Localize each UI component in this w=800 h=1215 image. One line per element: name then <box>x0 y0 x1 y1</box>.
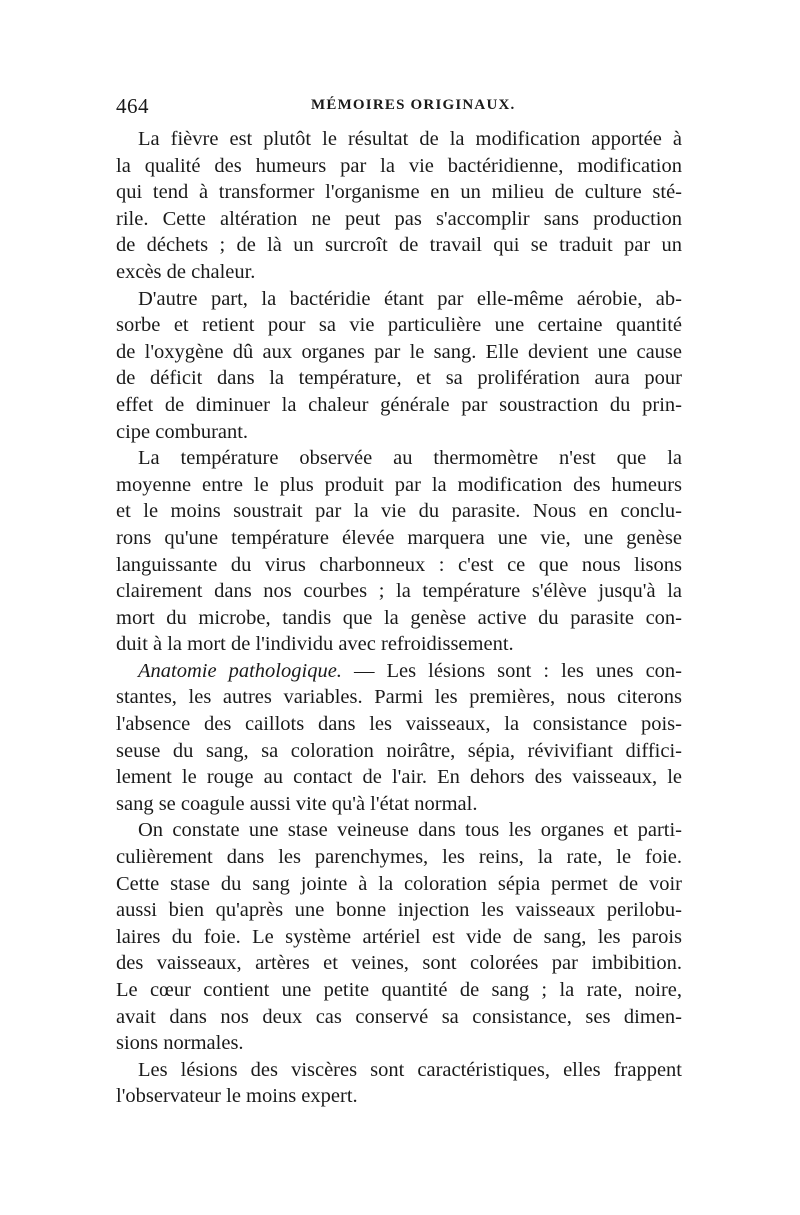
body-text <box>116 126 682 1110</box>
text-fragment: — Les lésions sont : les unes con- <box>353 659 682 682</box>
text-line: Cette stase du sang jointe à la coloration sépia permet de voir <box>116 872 682 895</box>
text-line: aussi bien qu'après une bonne injection les vaisseaux perilobu- <box>116 899 682 922</box>
text-line: Les lésions des viscères sont caractéristiques, elles frappent <box>138 1058 682 1081</box>
text-line: La fièvre est plutôt le résultat de la modification apportée à <box>138 128 682 150</box>
text-line: laires du foie. Le système artériel est vide de sang, les parois <box>116 925 682 948</box>
text-line: l'observateur le moins expert. <box>116 1085 358 1108</box>
text-line: moyenne entre le plus produit par la modification des humeurs <box>116 473 682 496</box>
text-line: des vaisseaux, artères et veines, sont colorées par imbibition. <box>116 952 682 975</box>
text-line: avait dans nos deux cas conservé sa consistance, ses dimen- <box>116 1005 682 1028</box>
text-line: de déficit dans la température, et sa prolifération aura pour <box>116 367 682 390</box>
text-line: Le cœur contient une petite quantité de sang ; la rate, noire, <box>116 979 682 1001</box>
text-line: sions normales. <box>116 1032 244 1055</box>
text-line: qui tend à transformer l'organisme en un milieu de culture sté- <box>116 181 682 204</box>
section-heading: Anatomie pathologique. <box>138 659 342 682</box>
text-line: l'absence des caillots dans les vaisseaux, la consistance pois- <box>116 713 682 736</box>
text-line: clairement dans nos courbes ; la température s'élève jusqu'à la <box>116 580 682 603</box>
text-line: culièrement dans les parenchymes, les reins, la rate, le foie. <box>116 846 682 869</box>
text-line: effet de diminuer la chaleur générale par soustraction du prin- <box>116 393 682 416</box>
text-line: sorbe et retient pour sa vie particulière une certaine quantité <box>116 314 682 337</box>
text-line: La température observée au thermomètre n'est que la <box>138 447 682 470</box>
text-line: duit à la mort de l'individu avec refroidissement. <box>116 633 514 656</box>
running-title: MÉMOIRES ORIGINAUX. <box>311 97 516 113</box>
text-line: lement le rouge au contact de l'air. En dehors des vaisseaux, le <box>116 766 682 789</box>
text-line: mort du microbe, tandis que la genèse active du parasite con- <box>116 606 682 629</box>
text-line: seuse du sang, sa coloration noirâtre, sépia, révivifiant diffici- <box>116 739 682 762</box>
text-line: stantes, les autres variables. Parmi les premières, nous citerons <box>116 686 682 709</box>
text-line: la qualité des humeurs par la vie bactéridienne, modification <box>116 154 682 177</box>
running-head <box>116 94 686 124</box>
text-line: de déchets ; de là un surcroît de travail qui se traduit par un <box>116 234 682 257</box>
text-line: excès de chaleur. <box>116 260 256 283</box>
text-line: rile. Cette altération ne peut pas s'accomplir sans production <box>116 207 682 230</box>
text-line: rons qu'une température élevée marquera une vie, une genèse <box>116 526 682 549</box>
text-line: de l'oxygène dû aux organes par le sang. Elle devient une cause <box>116 340 682 363</box>
page-number: 464 <box>116 94 149 118</box>
text-line: et le moins soustrait par la vie du parasite. Nous en conclu- <box>116 500 682 523</box>
text-line: D'autre part, la bactéridie étant par elle-même aérobie, ab- <box>138 287 682 310</box>
text-line: cipe comburant. <box>116 420 249 443</box>
text-line: On constate une stase veineuse dans tous les organes et parti- <box>138 819 682 842</box>
section-line <box>116 658 682 685</box>
text-line: sang se coagule aussi vite qu'à l'état normal. <box>116 792 478 815</box>
text-line: languissante du virus charbonneux : c'est ce que nous lisons <box>116 553 682 576</box>
